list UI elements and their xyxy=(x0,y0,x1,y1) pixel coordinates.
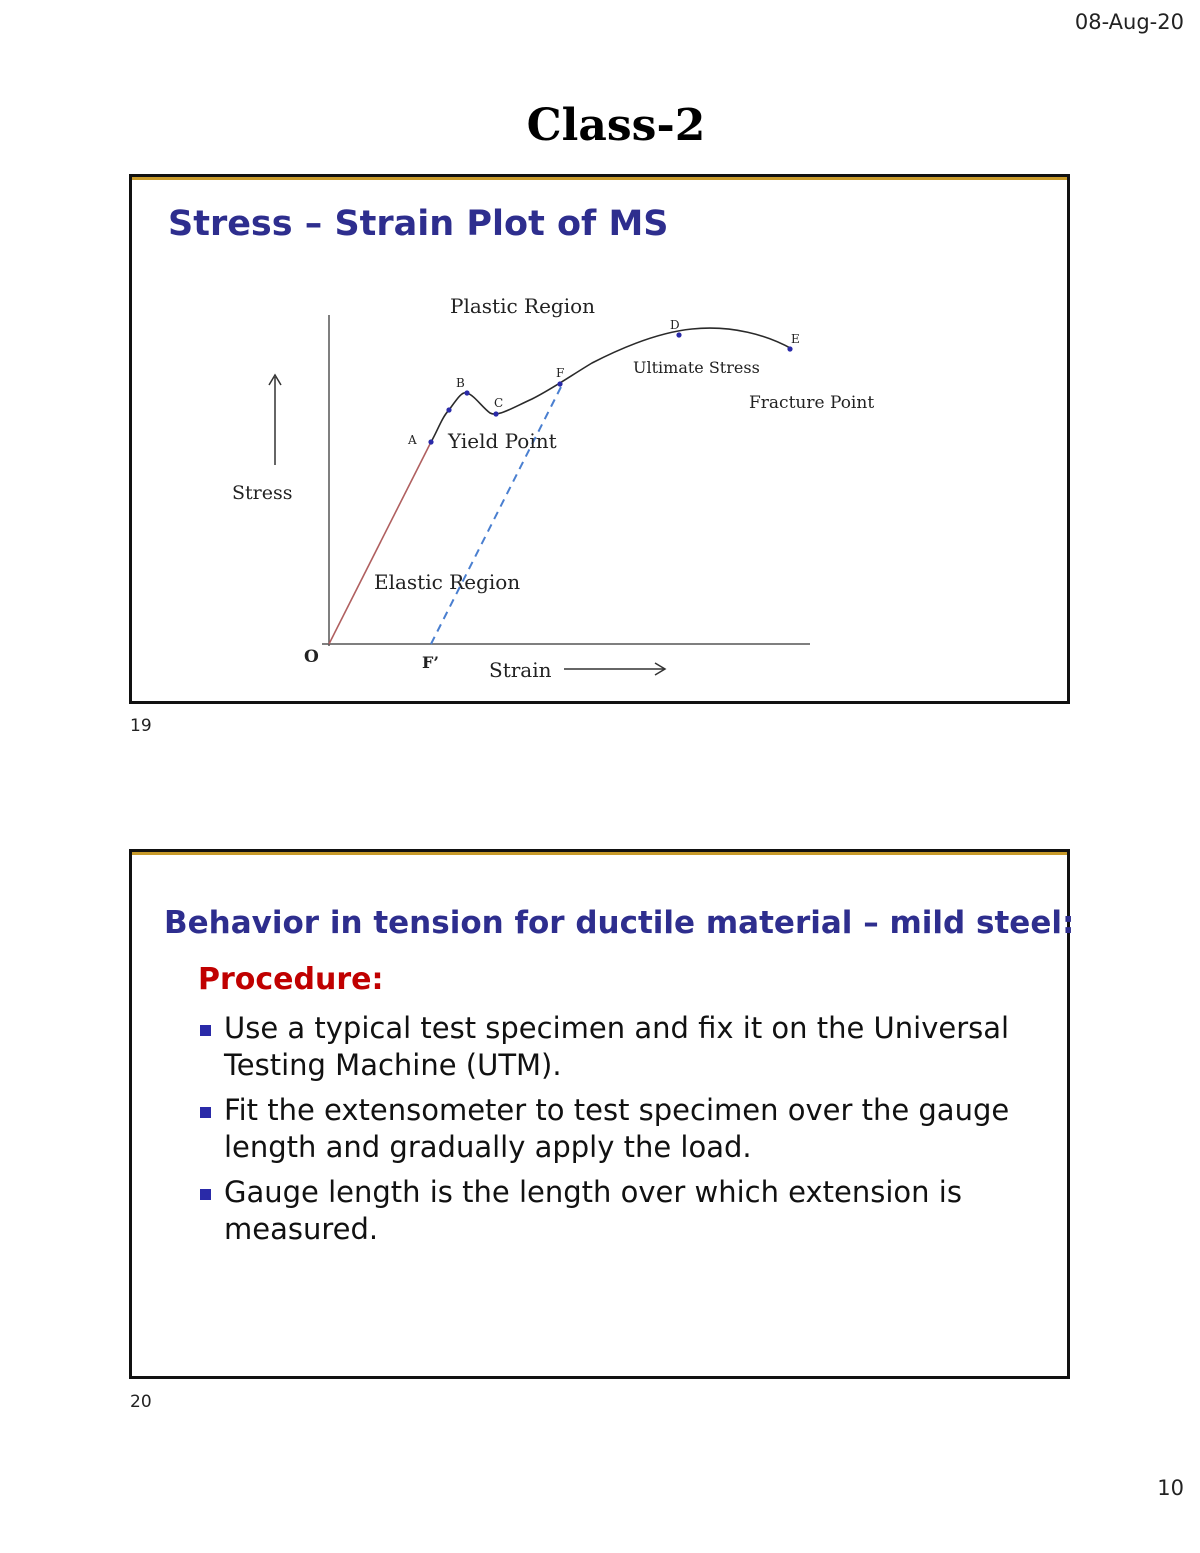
procedure-list xyxy=(198,1010,1018,1256)
stress-strain-diagram xyxy=(132,177,1067,701)
origin-label: O xyxy=(304,647,319,667)
strain-axis-label: Strain xyxy=(489,658,552,682)
point-marker xyxy=(446,407,451,412)
fracture-point-label: Fracture Point xyxy=(749,393,875,413)
point-d-label: D xyxy=(670,318,680,332)
slide-19 xyxy=(129,174,1070,704)
procedure-heading: Procedure: xyxy=(198,962,384,997)
point-d-marker xyxy=(676,332,681,337)
point-c-label: C xyxy=(494,396,504,410)
slide-20-title: Behavior in tension for ductile material – mild steel: xyxy=(164,905,1075,941)
list-item-text: Gauge length is the length over which extension is measured. xyxy=(224,1175,962,1246)
point-e-marker xyxy=(787,346,792,351)
point-f-marker xyxy=(557,381,562,386)
point-a-label: A xyxy=(408,433,417,447)
class-title: Class-2 xyxy=(526,100,706,151)
point-c-marker xyxy=(493,411,498,416)
yield-point-label: Yield Point xyxy=(448,429,557,453)
square-bullet-icon xyxy=(200,1107,211,1118)
list-item-text: Fit the extensometer to test specimen over the gauge length and gradually apply the load. xyxy=(224,1093,1010,1164)
header-date: 08-Aug-20 xyxy=(1074,10,1184,34)
point-b-marker xyxy=(464,390,469,395)
list-item xyxy=(198,1092,1018,1166)
unloading-line xyxy=(431,383,563,644)
slide-19-title: Stress – Strain Plot of MS xyxy=(168,204,669,244)
list-item xyxy=(198,1174,1018,1248)
elastic-line xyxy=(329,442,431,644)
square-bullet-icon xyxy=(200,1189,211,1200)
slide-20 xyxy=(129,849,1075,1379)
square-bullet-icon xyxy=(200,1025,211,1036)
point-a-marker xyxy=(428,439,433,444)
ultimate-stress-label: Ultimate Stress xyxy=(633,358,760,377)
offset-label: F’ xyxy=(422,653,439,672)
slide-number-20: 20 xyxy=(130,1392,152,1412)
plastic-region-label: Plastic Region xyxy=(450,294,596,318)
elastic-region-label: Elastic Region xyxy=(374,570,521,594)
stress-strain-curve xyxy=(431,328,792,442)
point-b-label: B xyxy=(456,376,465,390)
point-f-label: F xyxy=(556,366,565,380)
stress-axis-label: Stress xyxy=(232,482,293,504)
point-e-label: E xyxy=(791,332,800,346)
slide-number-19: 19 xyxy=(130,716,152,736)
list-item xyxy=(198,1010,1018,1084)
page-number: 10 xyxy=(1157,1476,1184,1500)
list-item-text: Use a typical test specimen and fix it on the Universal Testing Machine (UTM). xyxy=(224,1011,1010,1082)
